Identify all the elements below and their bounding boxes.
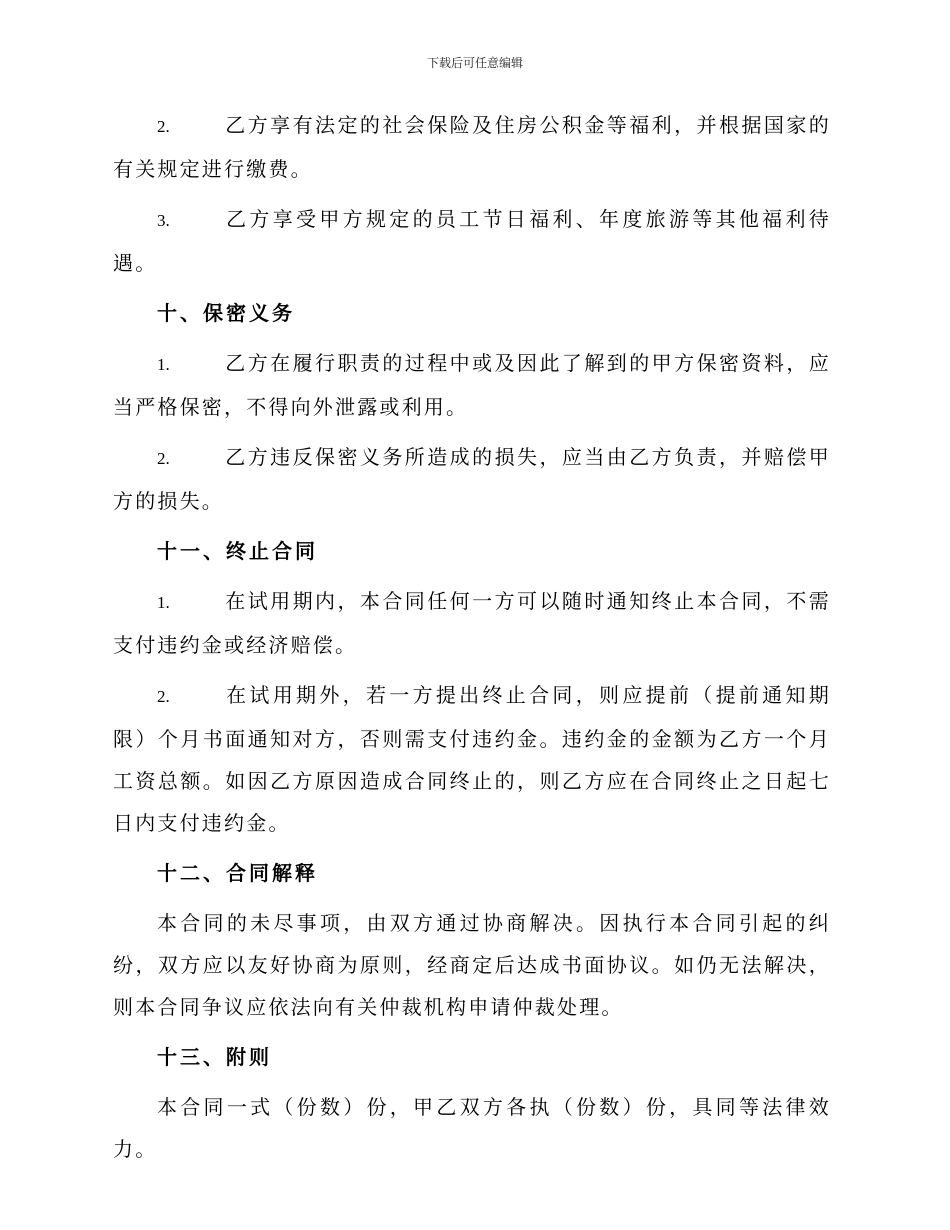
clause-number: 2.	[157, 687, 170, 706]
clause-number: 3.	[157, 211, 170, 230]
clause-number: 1.	[157, 355, 170, 374]
clause-text: 乙方违反保密义务所造成的损失，应当由乙方负责，并赔偿甲方的损失。	[113, 445, 831, 513]
clause-13-text: 本合同一式（份数）份，甲乙双方各执（份数）份，具同等法律效力。	[113, 1095, 831, 1161]
clause-11-1	[113, 580, 831, 666]
clause-9-2	[113, 104, 831, 190]
clause-text: 乙方享有法定的社会保险及住房公积金等福利，并根据国家的有关规定进行缴费。	[113, 113, 831, 181]
section-heading-11: 十一、终止合同	[157, 539, 318, 563]
clause-text: 乙方在履行职责的过程中或及因此了解到的甲方保密资料，应当严格保密，不得向外泄露或利用。	[113, 351, 831, 419]
clause-12-text: 本合同的未尽事项，由双方通过协商解决。因执行本合同引起的纠纷，双方应以友好协商为原则，经商定后达成书面协议。如仍无法解决，则本合同争议应依法向有关仲裁机构申请仲裁处理。	[113, 911, 831, 1019]
clause-10-1	[113, 342, 831, 428]
clause-number: 2.	[157, 117, 170, 136]
clause-text: 在试用期外，若一方提出终止合同，则应提前（提前通知期限）个月书面通知对方，否则需支付违约金。违约金的金额为乙方一个月工资总额。如因乙方原因造成合同终止的，则乙方应在合同终止之日起七日内支付违约金。	[113, 683, 831, 835]
header-note: 下载后可任意编辑	[426, 56, 523, 70]
section-heading-10: 十、保密义务	[157, 301, 295, 325]
clause-text: 在试用期内，本合同任何一方可以随时通知终止本合同，不需支付违约金或经济赔偿。	[113, 589, 831, 657]
section-heading-12: 十二、合同解释	[157, 861, 318, 885]
clause-text: 乙方享受甲方规定的员工节日福利、年度旅游等其他福利待遇。	[113, 207, 831, 275]
clause-10-2	[113, 436, 831, 522]
clause-11-2	[113, 674, 831, 844]
clause-9-3	[113, 198, 831, 284]
clause-number: 2.	[157, 449, 170, 468]
section-heading-13: 十三、附则	[157, 1045, 272, 1069]
clause-number: 1.	[157, 593, 170, 612]
document-body	[113, 104, 831, 1178]
